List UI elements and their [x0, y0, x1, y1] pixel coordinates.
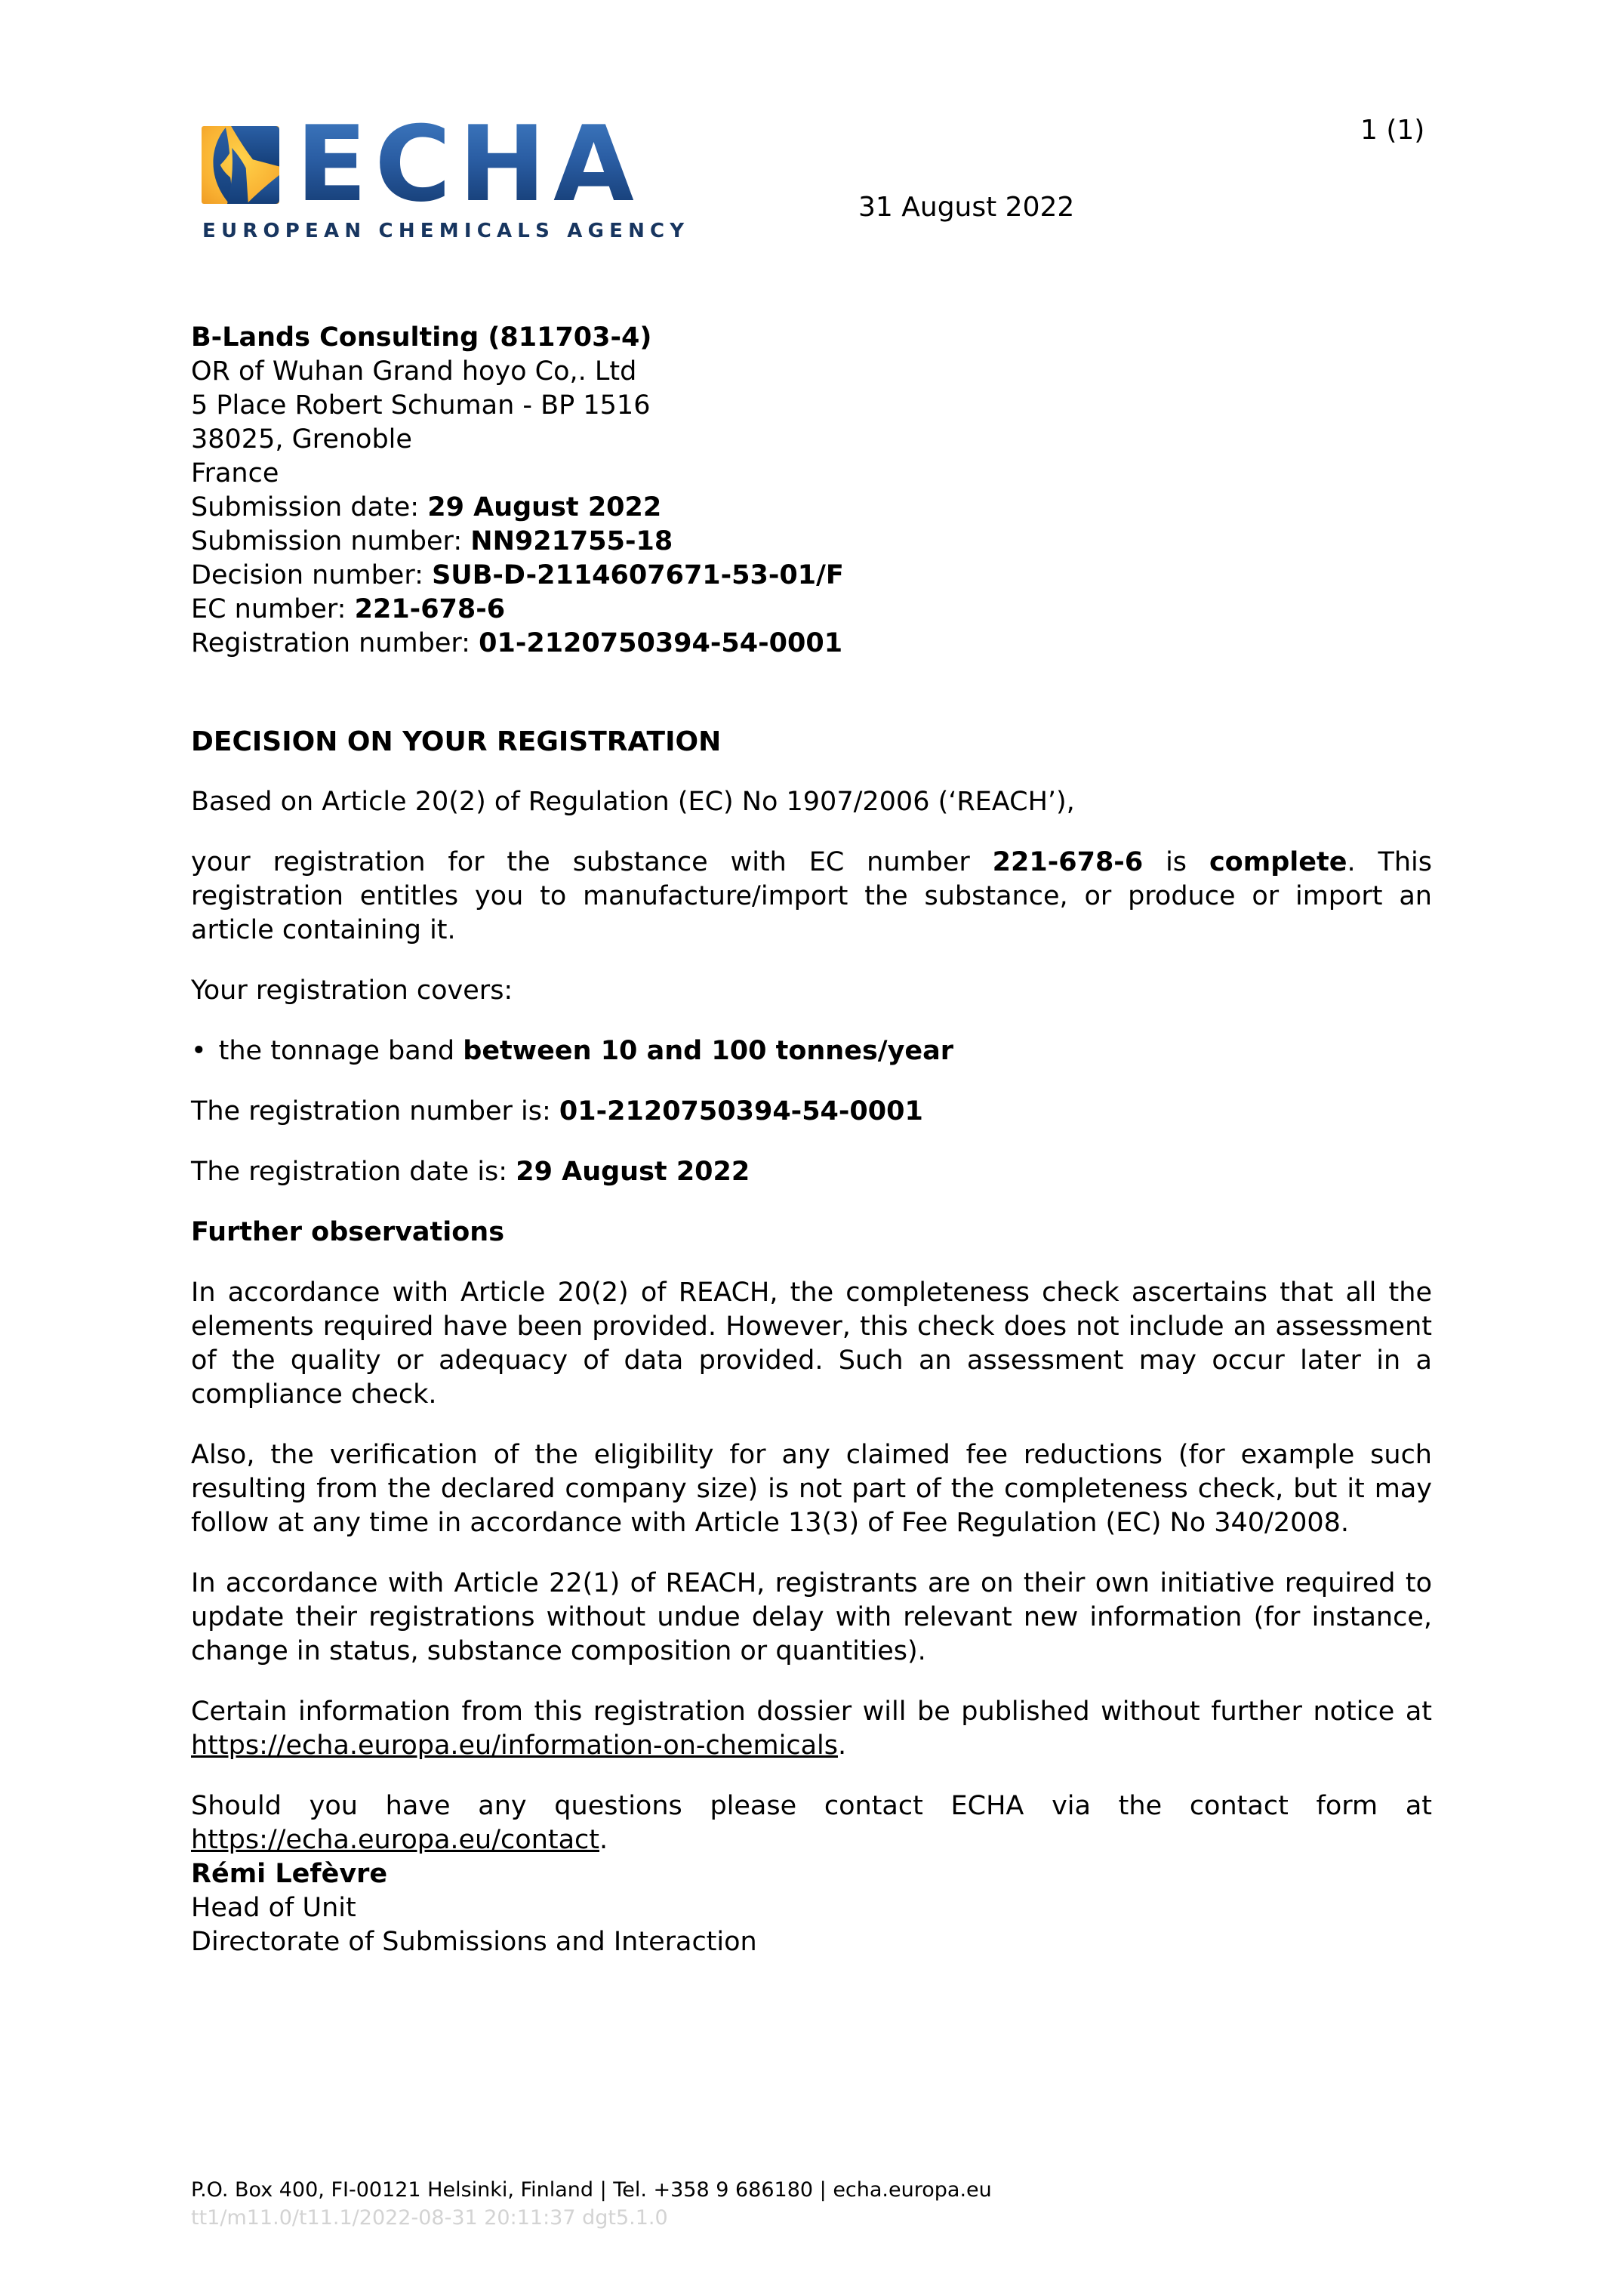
bullet-icon: •	[191, 1036, 207, 1066]
registration-number-value: 01-2120750394-54-0001	[559, 1096, 923, 1126]
line-label: The registration number is:	[191, 1096, 551, 1126]
further-observations-heading: Further observations	[191, 1217, 505, 1247]
reference-line	[191, 491, 1432, 525]
status-complete: complete	[1209, 847, 1347, 877]
signatory-name: Rémi Lefèvre	[191, 1859, 388, 1889]
reference-line	[191, 525, 1432, 559]
reference-label: Submission date:	[191, 492, 420, 522]
registration-date-line	[191, 1155, 1432, 1189]
registration-date-value: 29 August 2022	[516, 1157, 750, 1187]
reference-value: 221-678-6	[354, 594, 506, 624]
information-on-chemicals-link[interactable]: https://echa.europa.eu/information-on-chemicals	[191, 1730, 838, 1761]
reference-label: EC number:	[191, 594, 346, 624]
page-footer	[191, 2176, 992, 2232]
reference-label: Decision number:	[191, 560, 423, 590]
based-on-line: Based on Article 20(2) of Regulation (EC) No 1907/2006 (‘REACH’),	[191, 787, 1075, 817]
reference-block	[191, 491, 1432, 661]
bullet-text: the tonnage band	[218, 1036, 455, 1066]
letter-date: 31 August 2022	[858, 192, 1075, 223]
registration-number-line	[191, 1095, 1432, 1129]
reference-line	[191, 593, 1432, 627]
observation-paragraph: In accordance with Article 22(1) of REACH, registrants are on their own initiative required to update their registrations without undue delay with relevant new information (for instance, change in status, substance composition or quantities).	[191, 1568, 1432, 1666]
footer-contact-line: P.O. Box 400, FI-00121 Helsinki, Finland | Tel. +358 9 686180 | echa.europa.eu	[191, 2178, 992, 2202]
registration-complete-paragraph	[191, 846, 1432, 948]
recipient-address	[191, 321, 1432, 491]
recipient-line: France	[191, 458, 279, 488]
recipient-line: 38025, Grenoble	[191, 424, 412, 455]
reference-value: 29 August 2022	[427, 492, 662, 522]
recipient-name: B-Lands Consulting (811703-4)	[191, 322, 652, 353]
echa-logo-wordmark: ECHA	[296, 103, 642, 225]
observation-paragraph: Also, the verification of the eligibility for any claimed fee reductions (for example such resulting from the declared company size) is not part of the completeness check, but it may follow at any time in accordance with Article 13(3) of Fee Regulation (EC) No 340/2008.	[191, 1440, 1432, 1538]
ec-number-value: 221-678-6	[992, 847, 1144, 877]
reference-line	[191, 627, 1432, 661]
signatory-department: Directorate of Submissions and Interaction	[191, 1927, 757, 1957]
signatory-title: Head of Unit	[191, 1893, 356, 1923]
paragraph-text: your registration for the substance with EC number	[191, 847, 970, 877]
page-number: 1 (1)	[1360, 115, 1425, 146]
paragraph-text: Certain information from this registration dossier will be published without further notice at	[191, 1697, 1432, 1727]
tonnage-bullet	[191, 1034, 1432, 1068]
line-label: The registration date is:	[191, 1157, 508, 1187]
footer-meta-line: tt1/m11.0/t11.1/2022-08-31 20:11:37 dgt5.1.0	[191, 2206, 668, 2230]
signature-block	[191, 1857, 1432, 1959]
recipient-line: OR of Wuhan Grand hoyo Co,. Ltd	[191, 356, 637, 387]
echa-logo-subtitle: EUROPEAN CHEMICALS AGENCY	[202, 220, 690, 242]
reference-line	[191, 559, 1432, 593]
paragraph-text: is	[1166, 847, 1187, 877]
paragraph-text: Should you have any questions please contact ECHA via the contact form at	[191, 1791, 1432, 1821]
paragraph-text: . This registration entitles you to manufacture/import the substance, or produce or import an article containing it.	[191, 847, 1432, 945]
decision-heading: DECISION ON YOUR REGISTRATION	[191, 726, 722, 757]
reference-value: NN921755-18	[470, 526, 673, 556]
observation-paragraph: In accordance with Article 20(2) of REACH, the completeness check ascertains that all the elements required have been provided. However, this check does not include an assessment of the quality or adequacy of data provided. Such an assessment may occur later in a compliance check.	[191, 1277, 1432, 1410]
letter-header	[0, 0, 1623, 321]
recipient-line: 5 Place Robert Schuman - BP 1516	[191, 390, 651, 421]
paragraph-text: .	[837, 1730, 847, 1761]
paragraph-text: .	[599, 1825, 608, 1855]
letter-body	[191, 321, 1432, 1959]
contact-paragraph	[191, 1789, 1432, 1857]
tonnage-band-value: between 10 and 100 tonnes/year	[463, 1036, 954, 1066]
reference-label: Submission number:	[191, 526, 463, 556]
covers-intro-line: Your registration covers:	[191, 975, 513, 1006]
reference-value: 01-2120750394-54-0001	[479, 628, 843, 658]
reference-label: Registration number:	[191, 628, 470, 658]
echa-logo-icon	[202, 126, 279, 204]
reference-value: SUB-D-2114607671-53-01/F	[432, 560, 844, 590]
publication-paragraph	[191, 1695, 1432, 1763]
contact-form-link[interactable]: https://echa.europa.eu/contact	[191, 1825, 600, 1855]
